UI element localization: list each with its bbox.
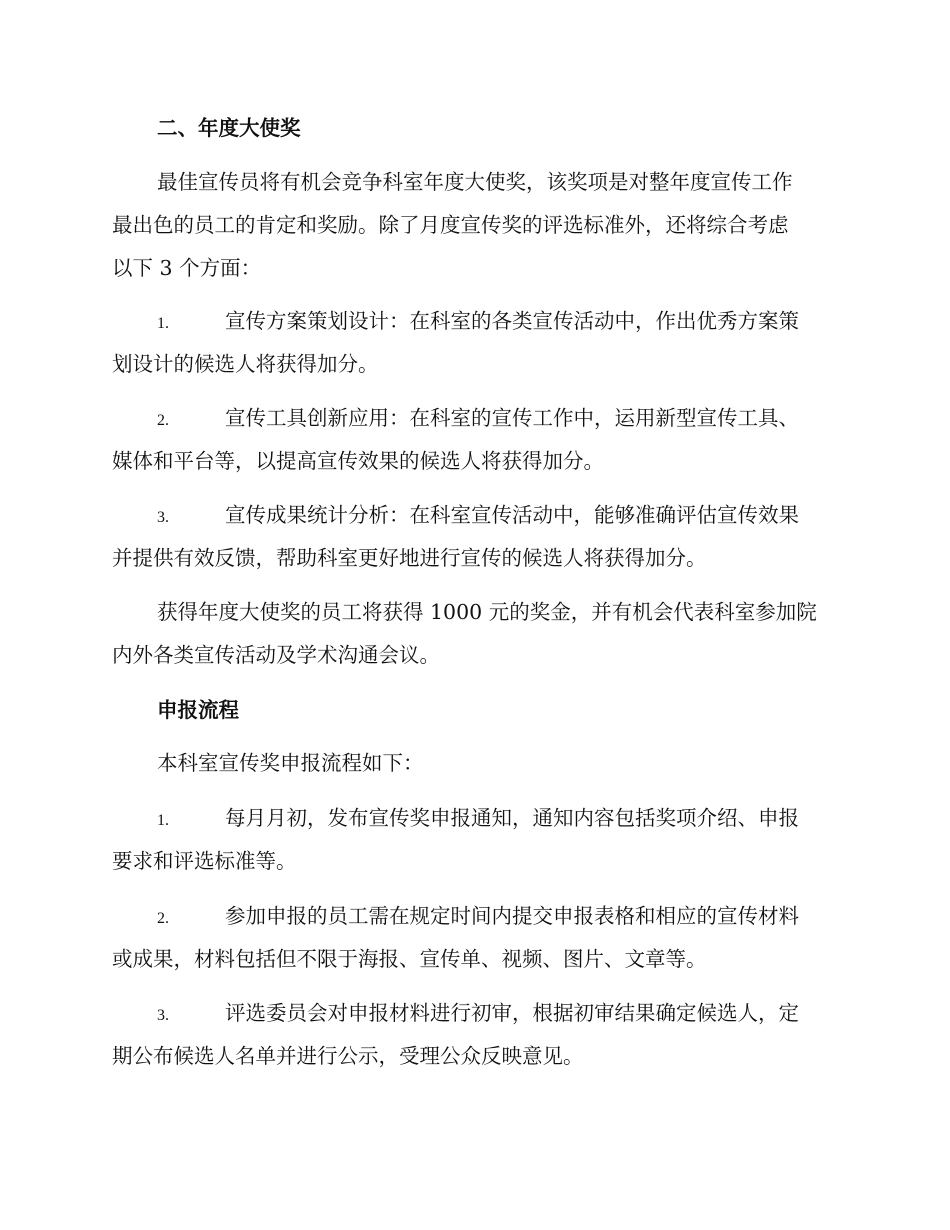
- paragraph-award-reward: [112, 591, 834, 677]
- text-line: 要求和评选标准等。: [112, 849, 297, 873]
- text-line: 最佳宣传员将有机会竞争科室年度大使奖，该奖项是对整年度宣传工作: [157, 170, 793, 194]
- text-line: 获得年度大使奖的员工将获得 1000 元的奖金，并有机会代表科室参加院: [157, 600, 817, 624]
- list-number: 2.: [157, 910, 169, 927]
- list-number: 3.: [157, 509, 169, 526]
- text-line: 宣传成果统计分析：在科室宣传活动中，能够准确评估宣传效果: [225, 503, 799, 527]
- section-heading-application-process: 申报流程: [157, 698, 239, 722]
- text-line: 评选委员会对申报材料进行初审，根据初审结果确定候选人，定: [225, 1001, 799, 1025]
- section-heading-annual-ambassador: 二、年度大使奖: [157, 116, 301, 140]
- paragraph-process-intro: [112, 742, 834, 785]
- text-line: 或成果，材料包括但不限于海报、宣传单、视频、图片、文章等。: [112, 947, 707, 971]
- text-line: 以下 3 个方面：: [112, 256, 262, 280]
- list-item-criterion-1: [112, 300, 834, 386]
- list-number: 3.: [157, 1007, 169, 1024]
- text-line: 宣传方案策划设计：在科室的各类宣传活动中，作出优秀方案策: [225, 309, 799, 333]
- text-line: 媒体和平台等，以提高宣传效果的候选人将获得加分。: [112, 449, 604, 473]
- list-number: 2.: [157, 412, 169, 429]
- text-line: 并提供有效反馈，帮助科室更好地进行宣传的候选人将获得加分。: [112, 546, 707, 570]
- text-line: 本科室宣传奖申报流程如下：: [157, 751, 424, 775]
- list-item-criterion-2: [112, 397, 834, 483]
- list-item-step-1: [112, 797, 834, 883]
- text-line: 每月月初，发布宣传奖申报通知，通知内容包括奖项介绍、申报: [225, 806, 799, 830]
- list-number: 1.: [157, 315, 169, 332]
- paragraph-annual-award-intro: [112, 161, 834, 290]
- text-line: 最出色的员工的肯定和奖励。除了月度宣传奖的评选标准外，还将综合考虑: [112, 213, 789, 237]
- text-line: 划设计的候选人将获得加分。: [112, 352, 379, 376]
- text-line: 宣传工具创新应用：在科室的宣传工作中，运用新型宣传工具、: [225, 406, 799, 430]
- text-line: 参加申报的员工需在规定时间内提交申报表格和相应的宣传材料: [225, 904, 799, 928]
- text-line: 期公布候选人名单并进行公示，受理公众反映意见。: [112, 1044, 584, 1068]
- text-line: 内外各类宣传活动及学术沟通会议。: [112, 643, 440, 667]
- list-item-step-3: [112, 992, 834, 1078]
- list-item-step-2: [112, 895, 834, 981]
- list-number: 1.: [157, 812, 169, 829]
- list-item-criterion-3: [112, 494, 834, 580]
